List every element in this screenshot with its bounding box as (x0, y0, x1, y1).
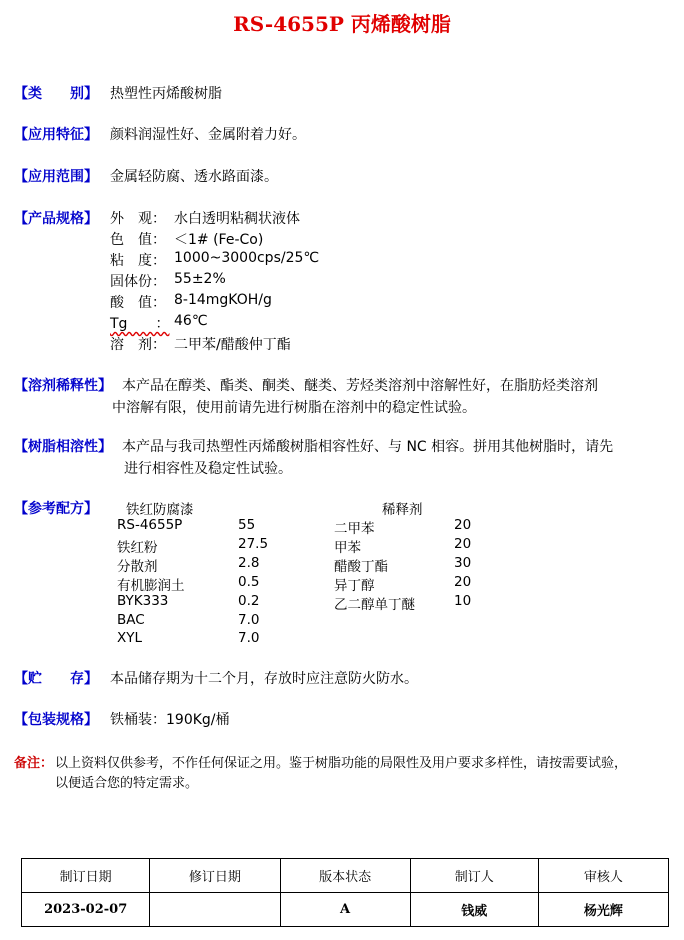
note-line1: 以上资料仅供参考，不作任何保证之用。鉴于树脂功能的局限性及用户要求多样性，请按需要试验， (55, 756, 628, 771)
scope-label: 【应用范围】 (14, 169, 98, 185)
formula-left-title: 铁红防腐漆 (126, 502, 194, 518)
revised-date-cell (150, 893, 280, 927)
packing-label: 【包装规格】 (14, 712, 98, 728)
spec-value: 46℃ (174, 313, 208, 329)
compat-line1: 本产品与我司热塑性丙烯酸树脂相容性好、与 NC 相容。拼用其他树脂时，请先 (122, 439, 614, 455)
spec-value: ＜1# (Fe-Co) (174, 232, 264, 248)
version-cell: A (280, 893, 410, 927)
note-line2: 以便适合您的特定需求。 (55, 776, 199, 791)
category-value: 热塑性丙烯酸树脂 (110, 86, 222, 102)
dilution-line1: 本产品在醇类、酯类、酮类、醚类、芳烃类溶剂中溶解性好，在脂肪烃类溶剂 (122, 378, 598, 394)
scope-value: 金属轻防腐、透水路面漆。 (110, 169, 278, 185)
spec-name: 色 值： (110, 232, 166, 248)
specs-label: 【产品规格】 (14, 211, 98, 227)
diluent-item-name: 醋酸丁酯 (334, 559, 388, 575)
header-revised-date: 修订日期 (150, 859, 280, 893)
spec-value: 二甲苯/醋酸仲丁酯 (174, 337, 291, 353)
spec-name: 酸 值： (110, 295, 166, 311)
storage-value: 本品储存期为十二个月，存放时应注意防火防水。 (110, 671, 418, 687)
spec-name: 粘 度： (110, 253, 166, 269)
packing-value: 铁桶装：190Kg/桶 (110, 712, 230, 728)
spec-name: 固体份： (110, 274, 166, 290)
spec-name: 外 观： (110, 211, 166, 227)
dilution-label: 【溶剂稀释性】 (14, 378, 112, 394)
diluent-item-qty: 10 (454, 593, 472, 609)
header-author: 制订人 (410, 859, 538, 893)
page-title: RS-4655P 丙烯酸树脂 (233, 12, 451, 36)
revision-header-row (22, 859, 669, 893)
note-label: 备注： (14, 756, 54, 771)
diluent-item-qty: 20 (454, 536, 472, 552)
formula-item-name: RS-4655P (117, 517, 183, 533)
header-made-date: 制订日期 (22, 859, 150, 893)
diluent-item-name: 甲苯 (334, 540, 361, 556)
diluent-item-qty: 20 (454, 574, 472, 590)
formula-item-name: 分散剂 (117, 559, 158, 575)
spec-value: 水白透明粘稠状液体 (174, 211, 300, 227)
features-value: 颜料润湿性好、金属附着力好。 (110, 127, 306, 143)
author-cell: 钱威 (410, 893, 538, 927)
formula-item-qty: 0.2 (238, 593, 260, 609)
compat-label: 【树脂相溶性】 (14, 439, 112, 455)
diluent-item-name: 二甲苯 (334, 521, 375, 537)
formula-right-title: 稀释剂 (382, 502, 423, 518)
formula-item-name: 有机膨润土 (117, 578, 185, 594)
made-date-cell: 2023-02-07 (22, 893, 150, 927)
spec-value: 8-14mgKOH/g (174, 292, 272, 308)
diluent-item-name: 乙二醇单丁醚 (334, 597, 415, 613)
spec-value: 55±2% (174, 271, 226, 287)
diluent-item-qty: 20 (454, 517, 472, 533)
formula-item-qty: 2.8 (238, 555, 260, 571)
formula-item-qty: 7.0 (238, 612, 260, 628)
formula-item-qty: 55 (238, 517, 256, 533)
diluent-item-qty: 30 (454, 555, 472, 571)
dilution-line2: 中溶解有限，使用前请先进行树脂在溶剂中的稳定性试验。 (112, 400, 476, 416)
formula-item-name: BAC (117, 612, 145, 628)
storage-label: 【贮 存】 (14, 671, 98, 687)
formula-item-name: 铁红粉 (117, 540, 158, 556)
header-reviewer: 审核人 (538, 859, 668, 893)
formula-item-name: BYK333 (117, 593, 169, 609)
formula-item-qty: 7.0 (238, 630, 260, 646)
formula-item-qty: 0.5 (238, 574, 260, 590)
spec-name: 溶 剂： (110, 337, 166, 353)
reviewer-cell: 杨光辉 (538, 893, 668, 927)
spec-name: Tg ： (110, 316, 170, 332)
header-version: 版本状态 (280, 859, 410, 893)
category-label: 【类 别】 (14, 86, 98, 102)
diluent-item-name: 异丁醇 (334, 578, 375, 594)
features-label: 【应用特征】 (14, 127, 98, 143)
formula-item-qty: 27.5 (238, 536, 269, 552)
revision-value-row (22, 893, 669, 927)
revision-table (21, 858, 669, 927)
spec-value: 1000~3000cps/25℃ (174, 250, 320, 266)
compat-line2: 进行相容性及稳定性试验。 (124, 461, 292, 477)
formula-label: 【参考配方】 (14, 501, 98, 517)
formula-item-name: XYL (117, 630, 143, 646)
